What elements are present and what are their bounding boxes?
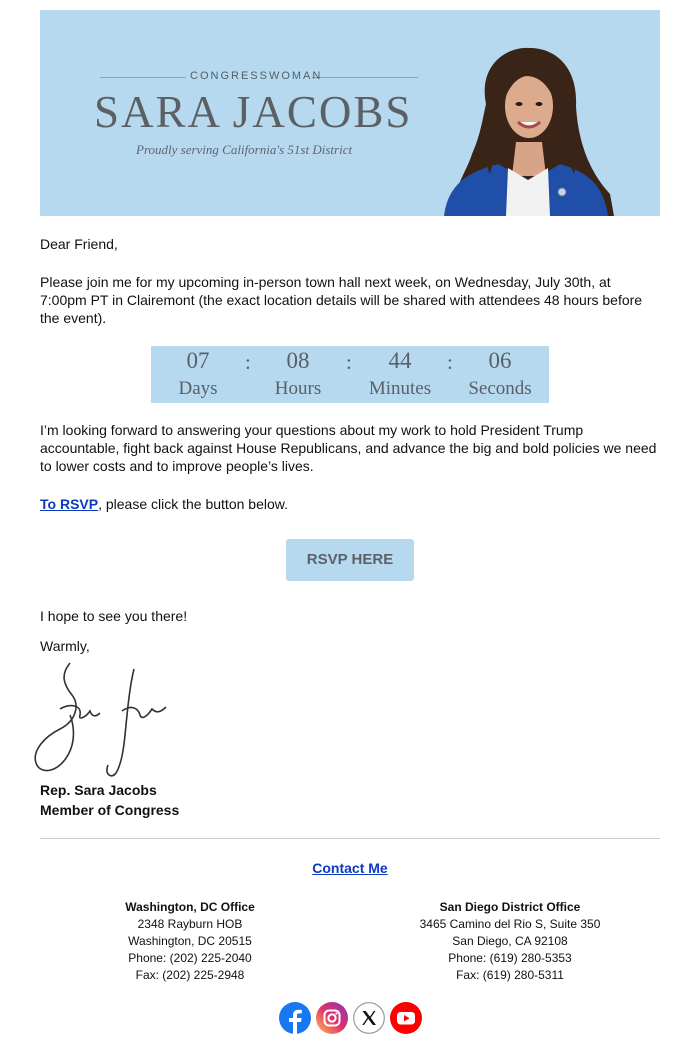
footer-divider [40,838,660,839]
greeting: Dear Friend, [40,236,118,252]
countdown-separator: : [245,350,251,374]
sd-office-title: San Diego District Office [439,900,581,914]
countdown-days-value: 07 [186,348,210,373]
countdown-days-label: Days [178,378,218,399]
countdown-minutes-value: 44 [388,348,412,373]
invitation-paragraph: Please join me for my upcoming in-person town hall next week, on Wednesday, July 30th, at 7:00pm PT in Clairemont (the exact location details will be shared with attendees 48 hours before the event). [40,274,643,326]
signer-name: Rep. Sara Jacobs [40,782,157,798]
countdown-hours-value: 08 [286,348,310,373]
signature-image [30,655,170,780]
banner-name: SARA JACOBS [94,87,413,137]
facebook-icon[interactable] [279,1002,311,1034]
sd-office [380,899,640,984]
countdown-hours-label: Hours [274,378,322,399]
countdown-separator: : [447,350,453,374]
signature-block [40,780,179,820]
sd-office-address2: San Diego, CA 92108 [452,934,568,948]
portrait-image [438,44,614,216]
banner-kicker: CONGRESSWOMAN [190,70,323,82]
closing-line: I hope to see you there! [40,608,188,624]
agenda-paragraph: I’m looking forward to answering your questions about my work to hold President Trump accountable, fight back against House Republicans, and advance the big and bold policies we need to lower costs and to improve people’s lives. [40,422,657,474]
dc-office-address2: Washington, DC 20515 [128,934,252,948]
signer-title: Member of Congress [40,802,180,818]
contact-me-link[interactable]: Contact Me [312,860,388,876]
x-icon[interactable] [353,1002,385,1034]
countdown-minutes-label: Minutes [368,378,432,399]
sd-office-fax: Fax: (619) 280-5311 [456,968,564,982]
contact-row [0,860,700,876]
countdown-timer [151,346,549,403]
rsvp-button[interactable]: RSVP HERE [286,539,414,581]
dc-office-phone: Phone: (202) 225-2040 [128,951,252,965]
banner-rule-right [312,77,418,78]
dc-office-title: Washington, DC Office [125,900,255,914]
countdown-seconds-value: 06 [488,348,512,373]
countdown-seconds-label: Seconds [468,378,532,399]
rsvp-suffix: , please click the button below. [98,496,288,512]
rsvp-link[interactable]: To RSVP [40,496,99,512]
sd-office-phone: Phone: (619) 280-5353 [448,951,572,965]
banner-tagline: Proudly serving California's 51st District [136,142,353,157]
youtube-icon[interactable] [390,1002,422,1034]
header-banner [40,10,660,216]
instagram-icon[interactable] [316,1002,348,1034]
dc-office-fax: Fax: (202) 225-2948 [135,968,245,982]
rsvp-paragraph [40,495,660,513]
dc-office-address1: 2348 Rayburn HOB [137,917,243,931]
sd-office-address1: 3465 Camino del Rio S, Suite 350 [419,917,601,931]
sign-off: Warmly, [40,638,90,654]
countdown-separator: : [346,350,352,374]
banner-rule-left [100,77,186,78]
dc-office [60,899,320,984]
